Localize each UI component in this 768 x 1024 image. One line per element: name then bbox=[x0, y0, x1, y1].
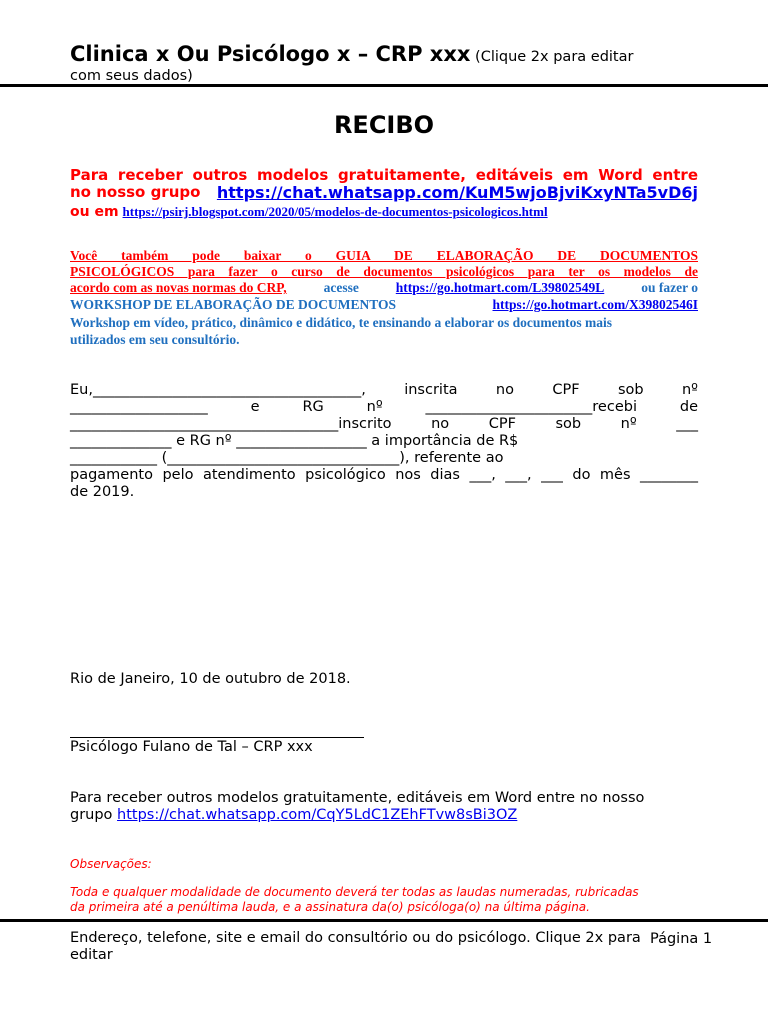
workshop-line bbox=[70, 297, 698, 313]
footer-promo-line1: Para receber outros modelos gratuitamente, editáveis em Word entre no nosso bbox=[70, 790, 645, 806]
workshop-label: WORKSHOP DE ELABORAÇÃO DE DOCUMENTOS bbox=[70, 297, 397, 312]
guide-line2: PSICOLÓGICOS para fazer o curso de documentos psicológicos para ter os modelos de bbox=[70, 264, 698, 279]
signature-line bbox=[70, 737, 364, 738]
page-number: Página 1 bbox=[650, 931, 713, 947]
receipt-line3[interactable]: _____________________________________inscrito no CPF sob nº ___ bbox=[70, 416, 698, 432]
observations-line1: Toda e qualquer modalidade de documento deverá ter todas as laudas numeradas, rubricadas bbox=[70, 885, 639, 899]
footer-line2[interactable]: editar bbox=[70, 947, 113, 963]
guide-line3-red: acordo com as novas normas do CRP, bbox=[70, 280, 287, 295]
workshop-desc-line2: utilizados em seu consultório. bbox=[70, 332, 240, 347]
receipt-line6[interactable]: pagamento pelo atendimento psicológico nos dias ___, ___, ___ do mês ________ bbox=[70, 467, 698, 483]
guide-line1: Você também pode baixar o GUIA DE ELABORAÇÃO DE DOCUMENTOS bbox=[70, 248, 698, 263]
acesse-text: acesse bbox=[323, 280, 359, 295]
receipt-line4[interactable]: ______________ e RG nº __________________ a importância de R$ bbox=[70, 433, 519, 449]
header-title-line[interactable] bbox=[70, 42, 730, 66]
whatsapp-group-link[interactable]: https://chat.whatsapp.com/KuM5wjoBjviKxyNTa5vD6j bbox=[216, 183, 698, 202]
receipt-line2[interactable]: ___________________ e RG nº _______________________recebi de bbox=[70, 399, 698, 415]
guide-link[interactable]: https://go.hotmart.com/L39802549L bbox=[395, 280, 605, 295]
observations-label: Observações: bbox=[70, 857, 152, 871]
observations-line2: da primeira até a penúltima lauda, e a assinatura da(o) psicóloga(o) na última página. bbox=[70, 900, 590, 914]
receipt-line7[interactable]: de 2019. bbox=[70, 484, 135, 500]
receipt-line1[interactable]: Eu,_____________________________________, inscrita no CPF sob nº bbox=[70, 382, 698, 398]
footer-line1[interactable]: Endereço, telefone, site e email do consultório ou do psicólogo. Clique 2x para bbox=[70, 930, 641, 946]
footer-promo-line2 bbox=[70, 807, 517, 823]
footer-promo-prefix: grupo bbox=[70, 807, 113, 823]
promo-whatsapp-line1: Para receber outros modelos gratuitamente, editáveis em Word entre bbox=[70, 166, 698, 184]
promo-whatsapp-prefix: no nosso grupo bbox=[70, 183, 201, 201]
workshop-link[interactable]: https://go.hotmart.com/X39802546I bbox=[492, 297, 698, 312]
promo-whatsapp-line2 bbox=[70, 183, 698, 202]
date-line[interactable]: Rio de Janeiro, 10 de outubro de 2018. bbox=[70, 671, 351, 687]
signature-name[interactable]: Psicólogo Fulano de Tal – CRP xxx bbox=[70, 739, 313, 755]
footer-divider bbox=[0, 919, 768, 922]
footer-whatsapp-link[interactable]: https://chat.whatsapp.com/CqY5LdC1ZEhFTvw8sBi3OZ bbox=[117, 807, 518, 823]
header-title-hint-line2: com seus dados) bbox=[70, 68, 193, 84]
document-heading: RECIBO bbox=[333, 111, 435, 139]
header-title-hint: (Clique 2x para editar bbox=[470, 49, 634, 65]
guide-line3 bbox=[70, 280, 698, 296]
ou-em-text: ou em bbox=[70, 204, 119, 220]
receipt-line5[interactable]: ____________ (________________________________), referente ao bbox=[70, 450, 504, 466]
blog-link[interactable]: https://psirj.blogspot.com/2020/05/modelos-de-documentos-psicologicos.html bbox=[122, 204, 548, 219]
workshop-desc-line1: Workshop em vídeo, prático, dinâmico e didático, te ensinando a elaborar os documentos mais bbox=[70, 315, 613, 330]
promo-blog-line bbox=[70, 203, 548, 221]
header-title: Clinica x Ou Psicólogo x – CRP xxx bbox=[70, 42, 471, 66]
ou-fazer-text: ou fazer o bbox=[641, 280, 698, 295]
header-divider bbox=[0, 84, 768, 87]
